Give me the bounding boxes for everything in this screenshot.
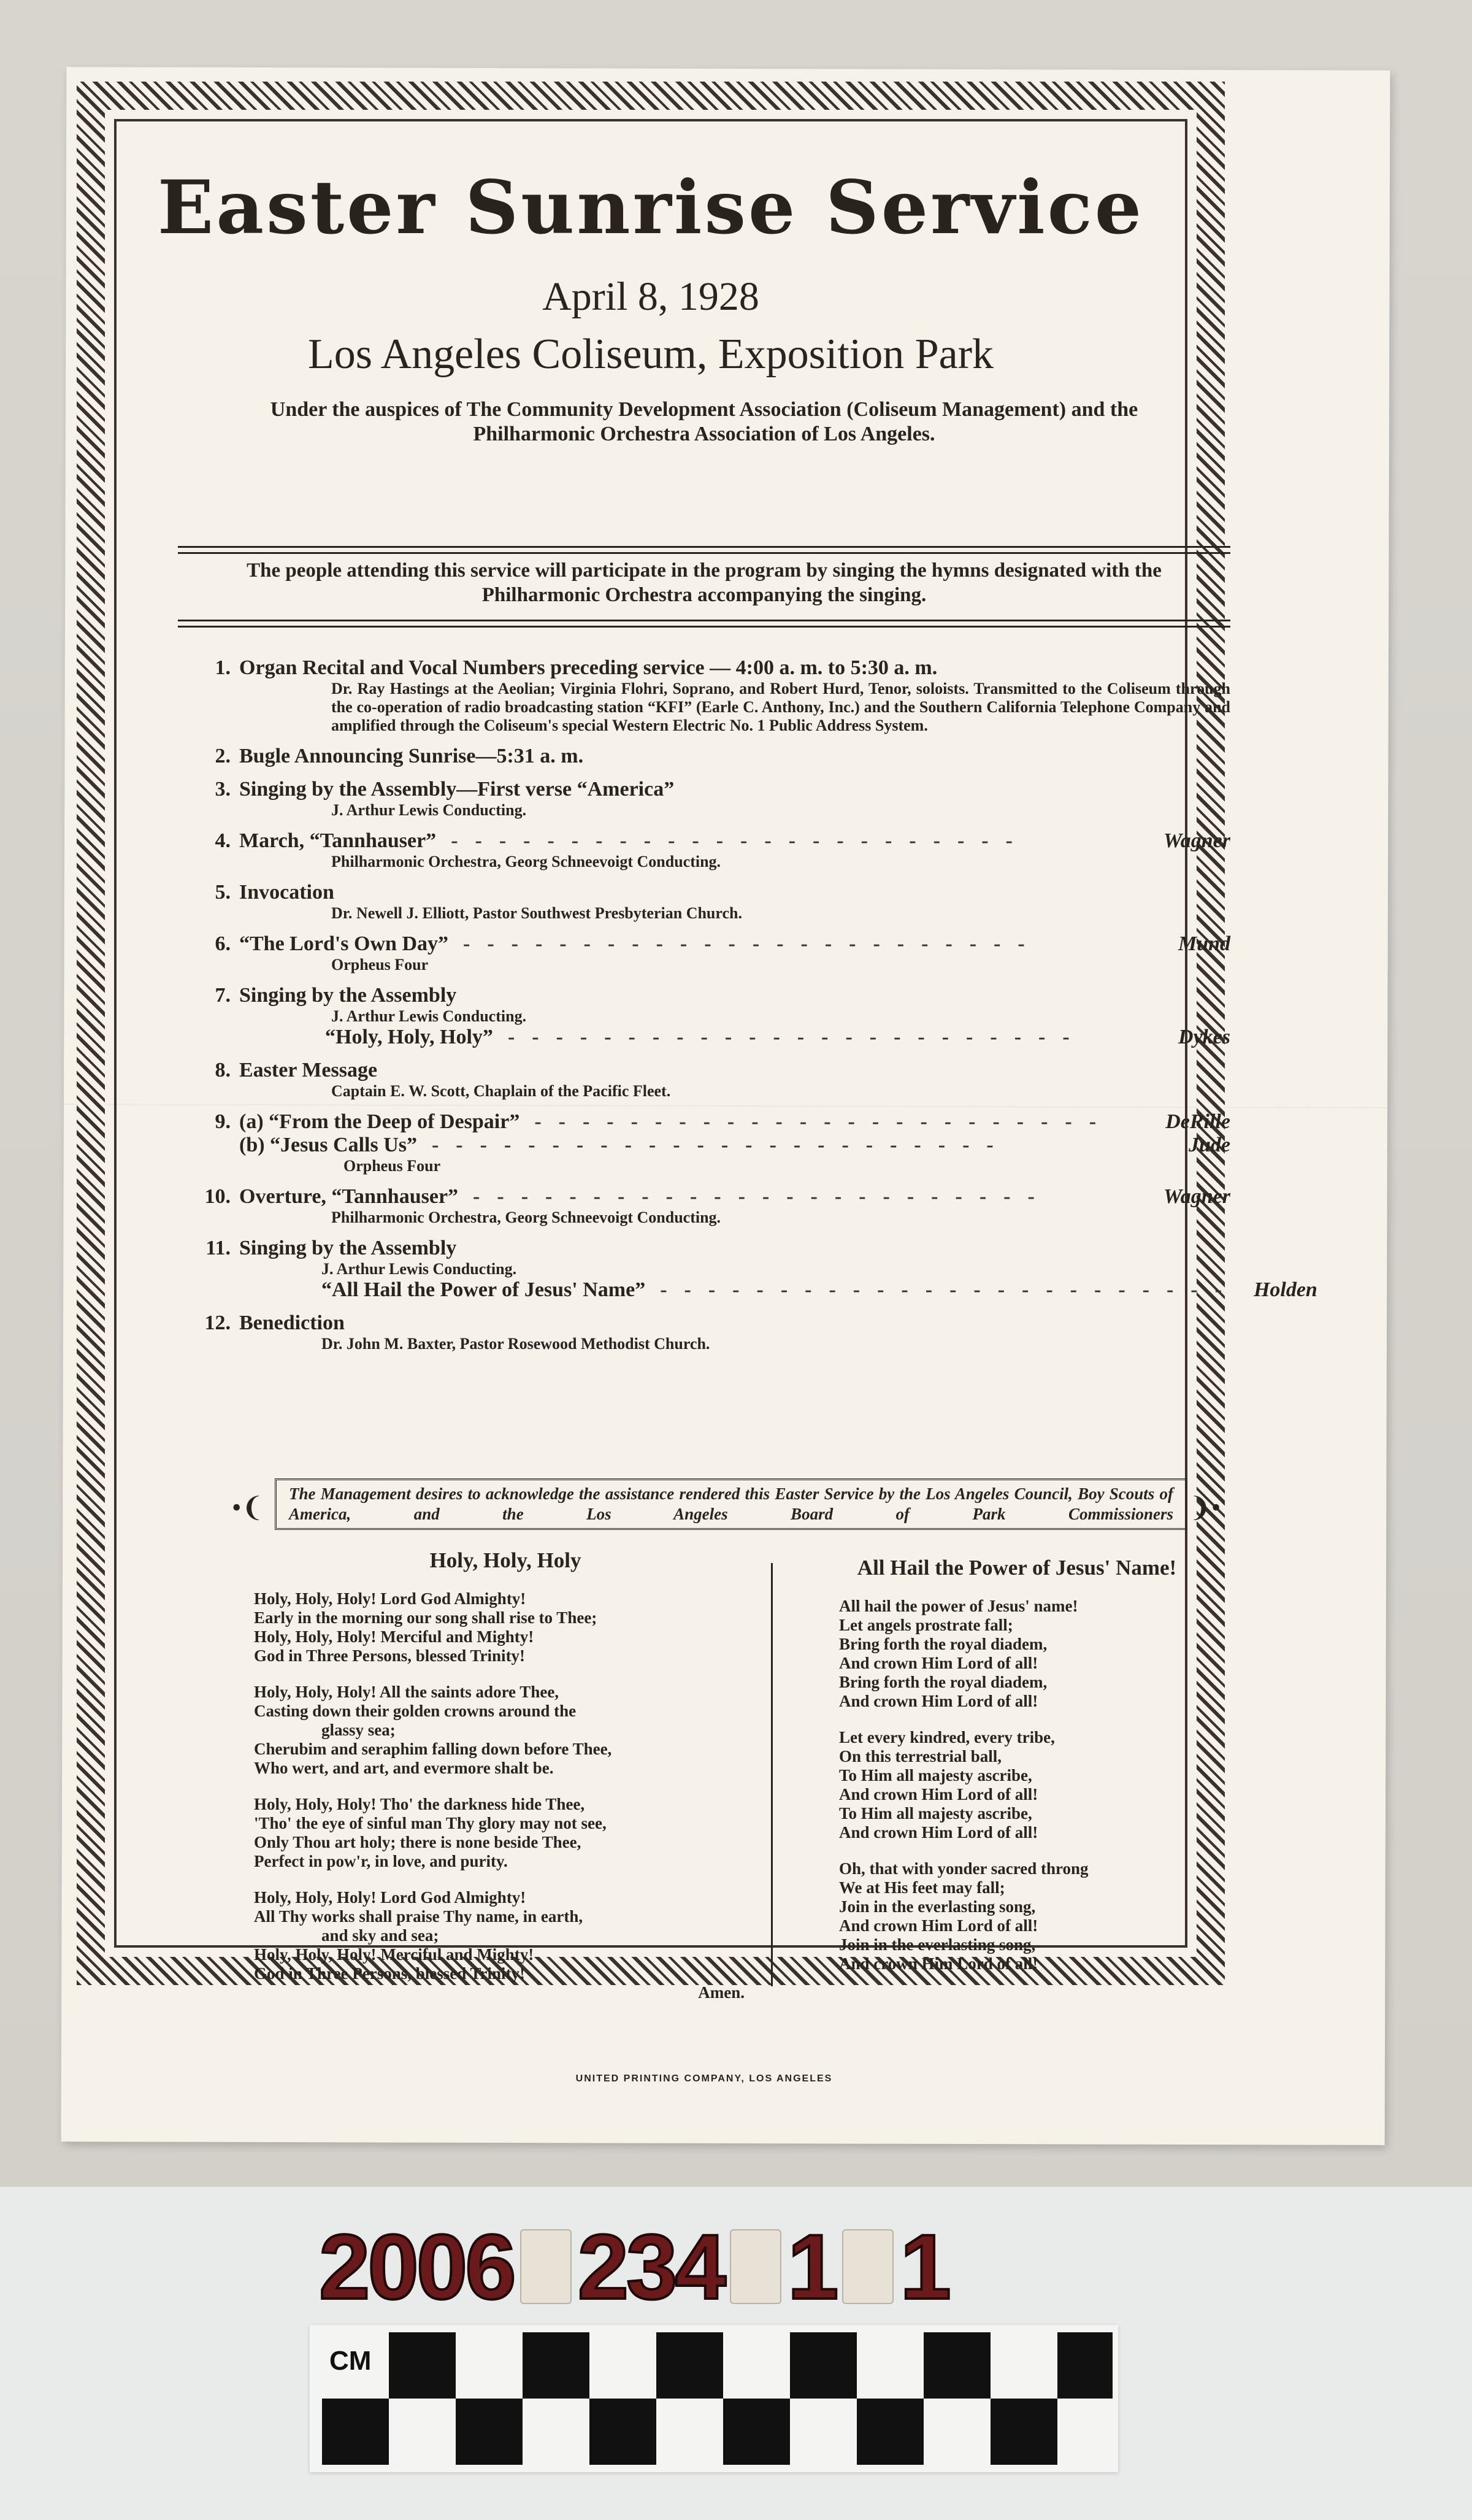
item-detail: J. Arthur Lewis Conducting. (321, 1260, 517, 1278)
hymn-line: And crown Him Lord of all! (839, 1823, 1038, 1842)
program-item (178, 829, 1230, 871)
item-title: Bugle Announcing Sunrise—5:31 a. m. (239, 745, 584, 767)
item-title: Organ Recital and Vocal Numbers preceding service — 4:00 a. m. to 5:30 a. m. (239, 656, 938, 679)
item-hymn: “Holy, Holy, Holy” (325, 1026, 493, 1048)
item-composer: Dykes (1178, 1026, 1230, 1048)
item-detail: J. Arthur Lewis Conducting. (331, 801, 527, 819)
cm-scale-bar (310, 2325, 1118, 2472)
hymn-line: and sky and sea; (321, 1926, 439, 1945)
program-item (178, 1237, 1317, 1302)
item-number: 7. (215, 984, 231, 1007)
service-venue: Los Angeles Coliseum, Exposition Park (307, 331, 994, 378)
hymn-line: Early in the morning our song shall rise to Thee; (254, 1608, 597, 1627)
scale-square (790, 2332, 857, 2399)
accession-part: 1 (787, 2215, 837, 2318)
divider-rule-top (178, 546, 1230, 548)
hymn-line: And crown Him Lord of all! (839, 1916, 1038, 1935)
item-number: 3. (215, 778, 231, 801)
hymn-stanza (254, 1888, 757, 1983)
participation-notice: The people attending this service will participate in the program by singing the hymns designated with the Philharmonic Orchestra accompanying the singing. (247, 559, 1162, 606)
scale-square (991, 2399, 1057, 2465)
hymn-stanza (839, 1859, 1225, 1973)
program-item (178, 656, 1230, 735)
item-detail: Dr. Ray Hastings at the Aeolian; Virginia Flohri, Soprano, and Robert Hurd, Tenor, soloists. Transmitted to the Coliseum through the co-operation of radio broadcasting station “KFI” (Earle C. Anthony, Inc.) and the Southern California Telephone Company and amplified through the Coliseum's special Western Electric No. 1 Public Address System. (331, 680, 1230, 734)
scale-square (456, 2399, 523, 2465)
divider-rule-bottom-2 (178, 626, 1230, 628)
flourish-left-icon: •❨ (232, 1492, 264, 1523)
item-detail: J. Arthur Lewis Conducting. (331, 1007, 527, 1025)
item-title: Easter Message (239, 1059, 378, 1081)
program-item (178, 778, 1230, 820)
leader-dots: ------------------------ (451, 829, 1030, 852)
scale-square (523, 2332, 589, 2399)
flourish-right-icon: ❩• (1189, 1492, 1221, 1523)
item-number: 4. (215, 829, 231, 852)
leader-dots: ------------------------ (660, 1278, 1239, 1301)
hymn-line: Casting down their golden crowns around the (254, 1702, 577, 1720)
divider-rule-bottom (178, 620, 1230, 621)
scale-label: CM (329, 2346, 372, 2376)
item-detail: Philharmonic Orchestra, Georg Schneevoigt Conducting. (331, 1208, 721, 1226)
accession-number-tag (319, 2215, 949, 2318)
leader-dots: ------------------------ (534, 1110, 1114, 1133)
hymn-line: And crown Him Lord of all! (839, 1654, 1038, 1672)
program-item (178, 1110, 1230, 1175)
hymn-line: We at His feet may fall; (839, 1878, 1005, 1897)
accession-part: 234 (577, 2215, 724, 2318)
service-date: April 8, 1928 (542, 274, 759, 319)
item-detail: Orpheus Four (331, 956, 429, 974)
hymn-all-hail (808, 1558, 1225, 1991)
item-title: Singing by the Assembly—First verse “America” (239, 778, 675, 801)
scale-square (589, 2399, 656, 2465)
item-composer: Mund (1178, 932, 1230, 955)
hymn-line: glassy sea; (321, 1721, 396, 1739)
program-item (178, 984, 1230, 1049)
hymn-title: All Hail the Power of Jesus' Name! (857, 1556, 1177, 1580)
scale-square (924, 2332, 991, 2399)
item-detail: Captain E. W. Scott, Chaplain of the Pacific Fleet. (331, 1082, 671, 1100)
hymn-line: Bring forth the royal diadem, (839, 1635, 1048, 1653)
program-item (178, 1059, 1230, 1101)
hymn-stanza (254, 1589, 757, 1665)
item-composer: Holden (1253, 1278, 1317, 1301)
item-number: 9. (215, 1110, 231, 1133)
hymn-line: Holy, Holy, Holy! All the saints adore Thee, (254, 1683, 559, 1701)
hymn-stanza (254, 1795, 757, 1871)
hymn-line: Cherubim and seraphim falling down before Thee, (254, 1740, 612, 1758)
item-number: 6. (215, 932, 231, 955)
hymn-column-divider (771, 1563, 773, 1986)
hymn-line: 'Tho' the eye of sinful man Thy glory may not see, (254, 1814, 607, 1832)
program-list (178, 638, 1317, 1353)
hymn-line: And crown Him Lord of all! (839, 1954, 1038, 1973)
item-number: 11. (205, 1237, 231, 1259)
item-title: March, “Tannhauser” (239, 829, 437, 852)
hymn-line: All hail the power of Jesus' name! (839, 1597, 1078, 1615)
item-composer: DeRille (1165, 1110, 1230, 1133)
accession-part: 2006 (319, 2215, 514, 2318)
scale-square (1057, 2332, 1113, 2399)
hymn-holy-holy-holy (254, 1548, 757, 2002)
document-title: Easter Sunrise Service (157, 164, 1144, 251)
auspices-text: Under the auspices of The Community Development Association (Coliseum Management) and the Philharmonic Orchestra Association of Los Angeles. (270, 398, 1138, 445)
acknowledgement-box: The Management desires to acknowledge the assistance rendered this Easter Service by the Los Angeles Council, Boy Scouts of America, and the Los Angeles Board of Park Commissioners (275, 1478, 1187, 1530)
hymn-amen: Amen. (698, 1983, 745, 2002)
item-number: 8. (215, 1059, 231, 1081)
scale-square (723, 2399, 790, 2465)
item-title: Invocation (239, 881, 334, 904)
accession-part: 1 (900, 2215, 949, 2318)
hymn-line: Join in the everlasting song, (839, 1935, 1036, 1954)
program-item (178, 1312, 1230, 1353)
hymn-line: Holy, Holy, Holy! Tho' the darkness hide Thee, (254, 1795, 585, 1813)
item-detail: Dr. John M. Baxter, Pastor Rosewood Methodist Church. (321, 1335, 710, 1353)
hymn-line: Bring forth the royal diadem, (839, 1673, 1048, 1691)
scale-square (322, 2399, 389, 2465)
leader-dots: ------------------------ (463, 932, 1042, 955)
item-title: Benediction (239, 1312, 345, 1334)
hymn-line: Let angels prostrate fall; (839, 1616, 1013, 1634)
item-number: 1. (215, 656, 231, 679)
tag-separator (842, 2229, 894, 2304)
item-number: 5. (215, 881, 231, 904)
item-hymn: “All Hail the Power of Jesus' Name” (321, 1278, 646, 1301)
hymn-line: Perfect in pow'r, in love, and purity. (254, 1852, 508, 1870)
hymn-line: To Him all majesty ascribe, (839, 1804, 1032, 1823)
hymn-stanza (839, 1728, 1225, 1842)
leader-dots: ------------------------ (473, 1185, 1052, 1208)
program-item (178, 745, 1230, 768)
program-item (178, 1185, 1230, 1227)
hymn-line: Only Thou art holy; there is none beside Thee, (254, 1833, 581, 1851)
hymn-title: Holy, Holy, Holy (429, 1548, 581, 1572)
item-number: 12. (204, 1312, 231, 1334)
hymn-line: All Thy works shall praise Thy name, in earth, (254, 1907, 583, 1926)
hymn-line: Join in the everlasting song, (839, 1897, 1036, 1916)
hymn-line: And crown Him Lord of all! (839, 1692, 1038, 1710)
program-item (178, 881, 1230, 923)
item-title: Singing by the Assembly (239, 1237, 457, 1259)
leader-dots: ------------------------ (431, 1134, 1011, 1156)
leader-dots: ------------------------ (507, 1026, 1087, 1048)
item-detail: Dr. Newell J. Elliott, Pastor Southwest Presbyterian Church. (331, 904, 742, 922)
scale-square (857, 2399, 924, 2465)
hymn-line: Holy, Holy, Holy! Lord God Almighty! (254, 1589, 526, 1608)
scale-square (656, 2332, 723, 2399)
hymn-line: To Him all majesty ascribe, (839, 1766, 1032, 1784)
hymn-line: And crown Him Lord of all! (839, 1785, 1038, 1804)
scale-square (389, 2332, 456, 2399)
hymn-line: God in Three Persons, blessed Trinity! (254, 1964, 526, 1983)
hymn-line: On this terrestrial ball, (839, 1747, 1002, 1765)
tag-separator (520, 2229, 572, 2304)
hymn-line: Holy, Holy, Holy! Merciful and Mighty! (254, 1945, 534, 1964)
item-detail: Philharmonic Orchestra, Georg Schneevoigt Conducting. (331, 853, 721, 870)
program-item (178, 932, 1230, 974)
printer-credit: UNITED PRINTING COMPANY, LOS ANGELES (575, 2073, 833, 2084)
hymn-line: Let every kindred, every tribe, (839, 1728, 1055, 1746)
hymn-stanza (839, 1597, 1225, 1711)
item-number: 2. (215, 745, 231, 767)
hymn-line: Holy, Holy, Holy! Merciful and Mighty! (254, 1627, 534, 1646)
item-title-b: (b) “Jesus Calls Us” (239, 1134, 417, 1156)
item-composer: Wagner (1163, 1185, 1230, 1208)
item-title: Overture, “Tannhauser” (239, 1185, 459, 1208)
hymn-line: Who wert, and art, and evermore shalt be. (254, 1759, 554, 1777)
divider-rule-top-2 (178, 552, 1230, 554)
item-title: “The Lord's Own Day” (239, 932, 448, 955)
item-composer-b: Jude (1189, 1134, 1230, 1156)
tag-separator (730, 2229, 781, 2304)
hymn-line: God in Three Persons, blessed Trinity! (254, 1646, 526, 1665)
item-number: 10. (204, 1185, 231, 1208)
hymn-stanza (254, 1683, 757, 1778)
hymn-line: Oh, that with yonder sacred throng (839, 1859, 1089, 1878)
hymn-line: Holy, Holy, Holy! Lord God Almighty! (254, 1888, 526, 1907)
item-detail: Orpheus Four (343, 1157, 441, 1175)
item-title: Singing by the Assembly (239, 984, 457, 1007)
item-composer: Wagner (1163, 829, 1230, 852)
item-title: (a) “From the Deep of Despair” (239, 1110, 520, 1133)
